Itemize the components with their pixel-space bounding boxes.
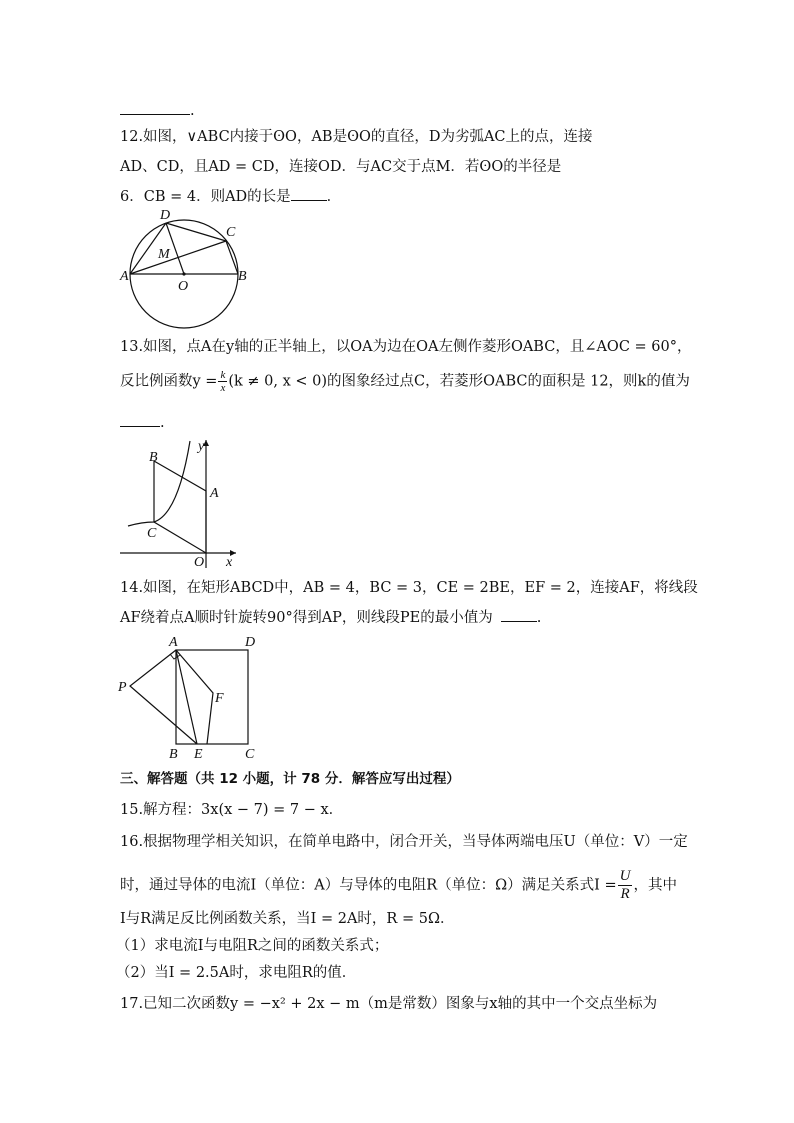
q16-line2-post: ，其中 xyxy=(633,877,677,894)
q17-text: 17.已知二次函数y = −x² + 2x − m（m是常数）图象与x轴的其中一个交点坐标为 xyxy=(120,996,658,1012)
label-O: O xyxy=(194,555,205,570)
q13-line2 xyxy=(120,369,690,394)
q16-sub2: （2）当I = 2.5A时，求电阻R的值． xyxy=(116,965,357,981)
q14-line1: 14.如图，在矩形ABCD中，AB = 4，BC = 3，CE = 2BE，EF = 2，连接AF，将线段 xyxy=(120,580,698,596)
label-F: F xyxy=(215,691,224,706)
label-C: C xyxy=(226,225,236,240)
answer-blank xyxy=(120,412,160,427)
rhombus-figure xyxy=(118,436,243,571)
q13-line3 xyxy=(120,412,165,433)
label-B: B xyxy=(169,747,178,762)
q14-line2-text: AF绕着点A顺时针旋转90°得到AP，则线段PE的最小值为 xyxy=(120,610,493,626)
label-A: A xyxy=(210,486,219,501)
answer-blank xyxy=(120,100,190,115)
label-D: D xyxy=(245,635,256,650)
fraction-U-over-R: $\frac{U}{R}$ xyxy=(619,868,631,902)
q13-line2-pre: 反比例函数y = xyxy=(120,373,218,390)
q12-line3 xyxy=(120,186,341,207)
q12-line3-text: 6．CB = 4．则AD的长是 xyxy=(120,189,291,205)
answer-blank xyxy=(501,607,537,622)
q12-line2: AD、CD，且AD = CD，连接OD．与AC交于点M．若ʘO的半径是 xyxy=(120,159,562,175)
q15-text: 15.解方程：3x(x − 7) = 7 − x． xyxy=(120,802,344,818)
q13-line2-post: (k ≠ 0, x < 0)的图象经过点C，若菱形OABC的面积是 12，则k的值为 xyxy=(228,373,690,390)
q16-line2 xyxy=(120,868,677,903)
period: . xyxy=(190,103,195,119)
label-D: D xyxy=(160,208,171,223)
q11-tail xyxy=(120,100,195,121)
label-P: P xyxy=(118,680,127,695)
q13-line1: 13.如图，点A在y轴的正半轴上，以OA为边在OA左侧作菱形OABC，且∠AOC = 60°， xyxy=(120,339,692,355)
fraction-k-over-x: $\frac{k}{x}$ xyxy=(220,369,226,394)
label-O: O xyxy=(178,279,189,294)
label-E: E xyxy=(194,747,203,762)
period: . xyxy=(536,610,542,626)
label-M: M xyxy=(158,247,170,262)
q16-line1: 16.根据物理学相关知识，在简单电路中，闭合开关，当导体两端电压U（单位：V）一定 xyxy=(120,834,688,850)
q12-line1: 12.如图，∨ABC内接于ʘO，AB是ʘO的直径，D为劣弧AC上的点，连接 xyxy=(120,129,593,145)
period: . xyxy=(160,415,165,431)
label-C: C xyxy=(147,526,157,541)
q16-line3: I与R满足反比例函数关系，当I = 2A时，R = 5Ω． xyxy=(120,911,455,927)
label-B: B xyxy=(238,269,247,284)
q14-line2 xyxy=(120,607,541,628)
label-A: A xyxy=(120,269,129,284)
q16-line2-pre: 时，通过导体的电流I（单位：A）与导体的电阻R（单位：Ω）满足关系式I = xyxy=(120,877,617,894)
label-x: x xyxy=(226,555,233,570)
section-title: 三、解答题（共 12 小题，计 78 分．解答应写出过程） xyxy=(120,771,460,787)
label-y: y xyxy=(198,439,205,454)
period: ． xyxy=(326,189,342,205)
label-C: C xyxy=(245,747,255,762)
circle-figure xyxy=(118,210,258,320)
label-B: B xyxy=(149,450,158,465)
q16-sub1: （1）求电流I与电阻R之间的函数关系式； xyxy=(116,938,389,954)
rectangle-figure xyxy=(118,633,263,763)
answer-blank xyxy=(291,186,327,201)
label-A: A xyxy=(169,635,178,650)
